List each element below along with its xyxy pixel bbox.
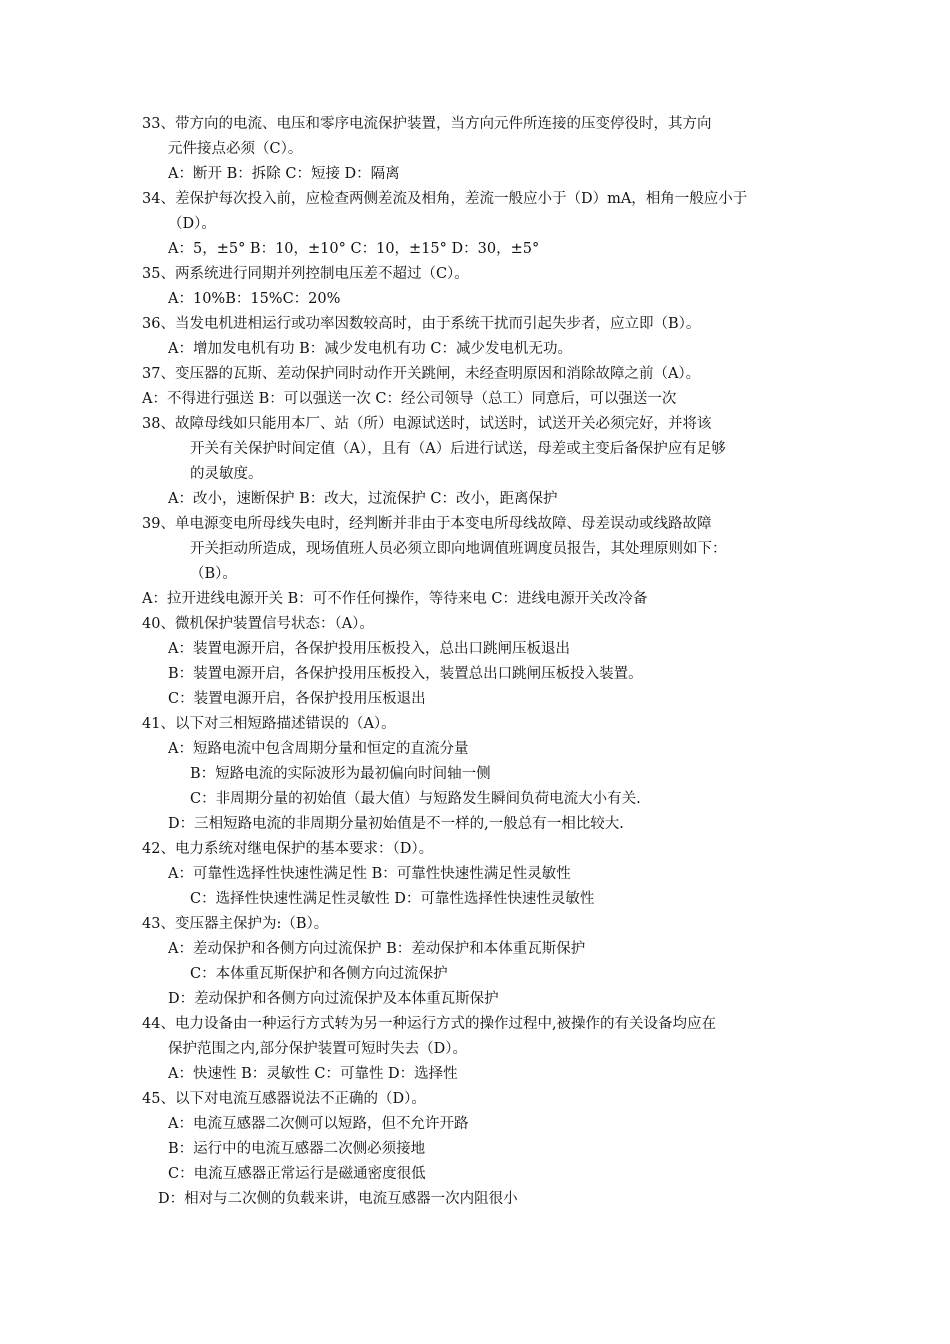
text-line: 45、以下对电流互感器说法不正确的（D）。 <box>142 1091 426 1107</box>
text-line: （D）。 <box>168 216 216 232</box>
text-line: A：不得进行强送 B：可以强送一次 C：经公司领导（总工）同意后，可以强送一次 <box>142 391 677 407</box>
text-line: 33、带方向的电流、电压和零序电流保护装置，当方向元件所连接的压变停役时，其方向 <box>142 116 712 132</box>
text-line: 39、单电源变电所母线失电时，经判断并非由于本变电所母线故障、母差误动或线路故障 <box>142 516 712 532</box>
text-line: A：可靠性选择性快速性满足性 B：可靠性快速性满足性灵敏性 <box>168 866 571 882</box>
text-line: 41、以下对三相短路描述错误的（A）。 <box>142 716 396 732</box>
text-line: A：快速性 B：灵敏性 C：可靠性 D：选择性 <box>168 1066 458 1082</box>
text-line: C：电流互感器正常运行是磁通密度很低 <box>168 1166 426 1182</box>
text-line: A：短路电流中包含周期分量和恒定的直流分量 <box>168 741 469 757</box>
text-line: 40、微机保护装置信号状态：（A）。 <box>142 616 374 632</box>
text-line: 42、电力系统对继电保护的基本要求：（D）。 <box>142 841 434 857</box>
text-line: B：运行中的电流互感器二次侧必须接地 <box>168 1141 426 1157</box>
text-line: A：断开 B：拆除 C：短接 D：隔离 <box>168 166 400 182</box>
text-line: 44、电力设备由一种运行方式转为另一种运行方式的操作过程中,被操作的有关设备均应在 <box>142 1016 717 1032</box>
text-line: 的灵敏度。 <box>190 466 263 482</box>
text-line: C：本体重瓦斯保护和各侧方向过流保护 <box>190 966 448 982</box>
text-line: （B）。 <box>190 566 237 582</box>
text-line: 36、当发电机进相运行或功率因数较高时，由于系统干扰而引起失步者，应立即（B）。 <box>142 316 701 332</box>
text-line: D：三相短路电流的非周期分量初始值是不一样的,一般总有一相比较大. <box>168 816 624 832</box>
text-line: 38、故障母线如只能用本厂、站（所）电源试送时，试送时，试送开关必须完好，并将该 <box>142 416 712 432</box>
text-line: 开关拒动所造成，现场值班人员必须立即向地调值班调度员报告，其处理原则如下： <box>190 541 727 557</box>
text-line: A：改小，速断保护 B：改大，过流保护 C：改小，距离保护 <box>168 491 558 507</box>
text-line: 43、变压器主保护为:（B）。 <box>142 916 329 932</box>
text-line: 开关有关保护时间定值（A），且有（A）后进行试送，母差或主变后备保护应有足够 <box>190 441 726 457</box>
text-line: A：电流互感器二次侧可以短路，但不允许开路 <box>168 1116 469 1132</box>
text-line: C：装置电源开启，各保护投用压板退出 <box>168 691 426 707</box>
text-line: B：短路电流的实际波形为最初偏向时间轴一侧 <box>190 766 491 782</box>
text-line: D：差动保护和各侧方向过流保护及本体重瓦斯保护 <box>168 991 499 1007</box>
text-line: 35、两系统进行同期并列控制电压差不超过（C）。 <box>142 266 469 282</box>
text-line: 保护范围之内,部分保护装置可短时失去（D）。 <box>168 1041 467 1057</box>
text-line: 34、差保护每次投入前，应检查两侧差流及相角，差流一般应小于（D）mA，相角一般应小于 <box>142 191 748 207</box>
text-line: C：选择性快速性满足性灵敏性 D：可靠性选择性快速性灵敏性 <box>190 891 595 907</box>
text-line: A：增加发电机有功 B：减少发电机有功 C：减少发电机无功。 <box>168 341 572 357</box>
text-line: A：装置电源开启，各保护投用压板投入，总出口跳闸压板退出 <box>168 641 570 657</box>
text-line: A：拉开进线电源开关 B：可不作任何操作，等待来电 C：进线电源开关改冷备 <box>142 591 648 607</box>
text-line: 37、变压器的瓦斯、差动保护同时动作开关跳闸，未经查明原因和消除故障之前（A）。 <box>142 366 701 382</box>
text-line: 元件接点必须（C）。 <box>168 141 303 157</box>
text-line: B：装置电源开启，各保护投用压板投入，装置总出口跳闸压板投入装置。 <box>168 666 643 682</box>
text-line: A：差动保护和各侧方向过流保护 B：差动保护和本体重瓦斯保护 <box>168 941 586 957</box>
question-list <box>0 112 950 1212</box>
text-line: D：相对与二次侧的负载来讲，电流互感器一次内阻很小 <box>158 1191 518 1207</box>
text-line: C：非周期分量的初始值（最大值）与短路发生瞬间负荷电流大小有关. <box>190 791 641 807</box>
text-line: A：10%B：15%C：20% <box>168 291 341 307</box>
text-line: A：5，±5° B：10，±10° C：10，±15° D：30，±5° <box>168 241 540 257</box>
